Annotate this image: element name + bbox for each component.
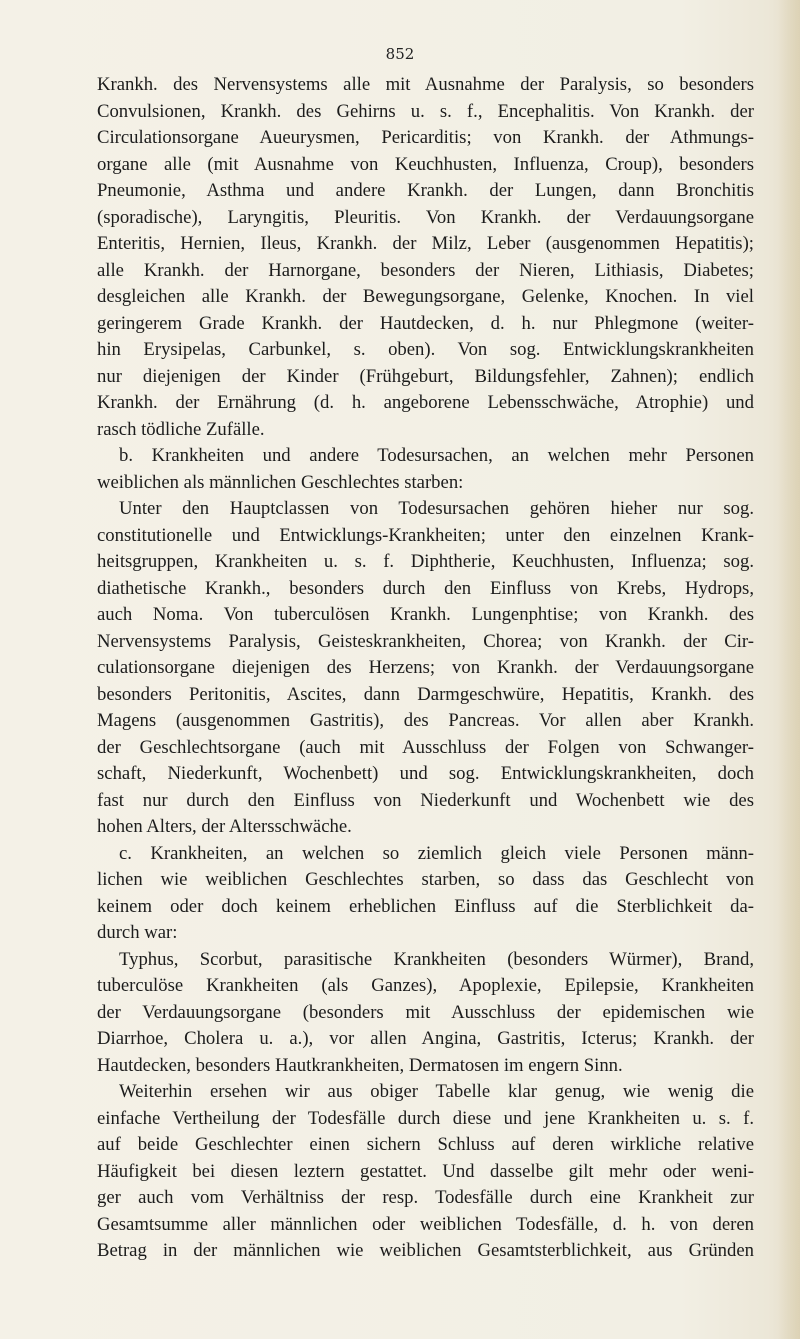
- text-line: Krankh. des Nervensystems alle mit Ausnahme der Paralysis, so besonders: [97, 74, 754, 95]
- text-line: culationsorgane diejenigen des Herzens; von Krankh. der Verdauungsorgane: [97, 657, 754, 678]
- text-line: organe alle (mit Ausnahme von Keuchhusten, Influenza, Croup), besonders: [97, 153, 754, 175]
- text-line: Nervensystems Paralysis, Geisteskrankheiten, Chorea; von Krankh. der Cir-: [97, 630, 754, 652]
- page-edge-shadow: [778, 0, 800, 1339]
- text-line: heitsgruppen, Krankheiten u. s. f. Diphtherie, Keuchhusten, Influenza; sog.: [97, 551, 754, 572]
- text-line: Convulsionen, Krankh. des Gehirns u. s. f., Encephalitis. Von Krankh. der: [97, 100, 754, 122]
- text-line: Gesamtsumme aller männlichen oder weiblichen Todesfälle, d. h. von deren: [97, 1213, 754, 1235]
- text-line: hin Erysipelas, Carbunkel, s. oben). Von sog. Entwicklungskrankheiten: [97, 339, 754, 360]
- text-line: hohen Alters, der Altersschwäche.: [97, 816, 352, 837]
- text-line: constitutionelle und Entwicklungs-Krankheiten; unter den einzelnen Krank-: [97, 524, 754, 546]
- text-line: Diarrhoe, Cholera u. a.), vor allen Angina, Gastritis, Icterus; Krankh. der: [97, 1028, 754, 1049]
- text-line: Krankh. der Ernährung (d. h. angeborene Lebensschwäche, Atrophie) und: [97, 392, 754, 413]
- text-line: Enteritis, Hernien, Ileus, Krankh. der Milz, Leber (ausgenommen Hepatitis);: [97, 233, 754, 254]
- text-line: b. Krankheiten und andere Todesursachen, an welchen mehr Personen: [119, 445, 754, 466]
- text-line: (sporadische), Laryngitis, Pleuritis. Von Krankh. der Verdauungsorgane: [97, 206, 754, 228]
- text-line: Magens (ausgenommen Gastritis), des Pancreas. Vor allen aber Krankh.: [97, 710, 754, 731]
- text-line: diathetische Krankh., besonders durch den Einfluss von Krebs, Hydrops,: [97, 577, 754, 599]
- text-line: keinem oder doch keinem erheblichen Einfluss auf die Sterblichkeit da-: [97, 895, 754, 917]
- body-text: [97, 72, 754, 1265]
- text-line: schaft, Niederkunft, Wochenbett) und sog. Entwicklungskrankheiten, doch: [97, 763, 754, 784]
- text-line: alle Krankh. der Harnorgane, besonders der Nieren, Lithiasis, Diabetes;: [97, 259, 754, 281]
- text-line: nur diejenigen der Kinder (Frühgeburt, Bildungsfehler, Zahnen); endlich: [97, 365, 754, 387]
- text-line: desgleichen alle Krankh. der Bewegungsorgane, Gelenke, Knochen. In viel: [97, 286, 754, 307]
- text-line: ger auch vom Verhältniss der resp. Todesfälle durch eine Krankheit zur: [97, 1187, 754, 1208]
- text-line: durch war:: [97, 922, 178, 943]
- text-line: Circulationsorgane Aueurysmen, Pericarditis; von Krankh. der Athmungs-: [97, 127, 754, 148]
- page-number: 852: [385, 45, 415, 63]
- text-line: rasch tödliche Zufälle.: [97, 418, 265, 440]
- text-line: einfache Vertheilung der Todesfälle durch diese und jene Krankheiten u. s. f.: [97, 1107, 754, 1129]
- text-line: Typhus, Scorbut, parasitische Krankheiten (besonders Würmer), Brand,: [119, 948, 754, 970]
- text-line: Hautdecken, besonders Hautkrankheiten, Dermatosen im engern Sinn.: [97, 1054, 623, 1076]
- text-line: Häufigkeit bei diesen leztern gestattet. Und dasselbe gilt mehr oder weni-: [97, 1160, 754, 1182]
- text-line: geringerem Grade Krankh. der Hautdecken, d. h. nur Phlegmone (weiter-: [97, 312, 754, 334]
- text-line: Weiterhin ersehen wir aus obiger Tabelle klar genug, wie wenig die: [119, 1081, 754, 1102]
- text-line: tuberculöse Krankheiten (als Ganzes), Apoplexie, Epilepsie, Krankheiten: [97, 975, 754, 996]
- text-line: Unter den Hauptclassen von Todesursachen gehören hieher nur sog.: [119, 498, 754, 519]
- text-line: lichen wie weiblichen Geschlechtes starben, so dass das Geschlecht von: [97, 869, 754, 890]
- text-line: Betrag in der männlichen wie weiblichen Gesamtsterblichkeit, aus Gründen: [97, 1240, 754, 1261]
- text-line: Pneumonie, Asthma und andere Krankh. der Lungen, dann Bronchitis: [97, 180, 754, 201]
- text-line: auch Noma. Von tuberculösen Krankh. Lungenphtise; von Krankh. des: [97, 604, 754, 625]
- text-line: der Verdauungsorgane (besonders mit Ausschluss der epidemischen wie: [97, 1001, 754, 1023]
- text-line: besonders Peritonitis, Ascites, dann Darmgeschwüre, Hepatitis, Krankh. des: [97, 683, 754, 705]
- text-line: weiblichen als männlichen Geschlechtes starben:: [97, 471, 464, 493]
- text-line: der Geschlechtsorgane (auch mit Ausschluss der Folgen von Schwanger-: [97, 736, 754, 758]
- text-line: c. Krankheiten, an welchen so ziemlich gleich viele Personen männ-: [119, 842, 754, 864]
- text-line: auf beide Geschlechter einen sichern Schluss auf deren wirkliche relative: [97, 1134, 754, 1155]
- text-line: fast nur durch den Einfluss von Niederkunft und Wochenbett wie des: [97, 789, 754, 811]
